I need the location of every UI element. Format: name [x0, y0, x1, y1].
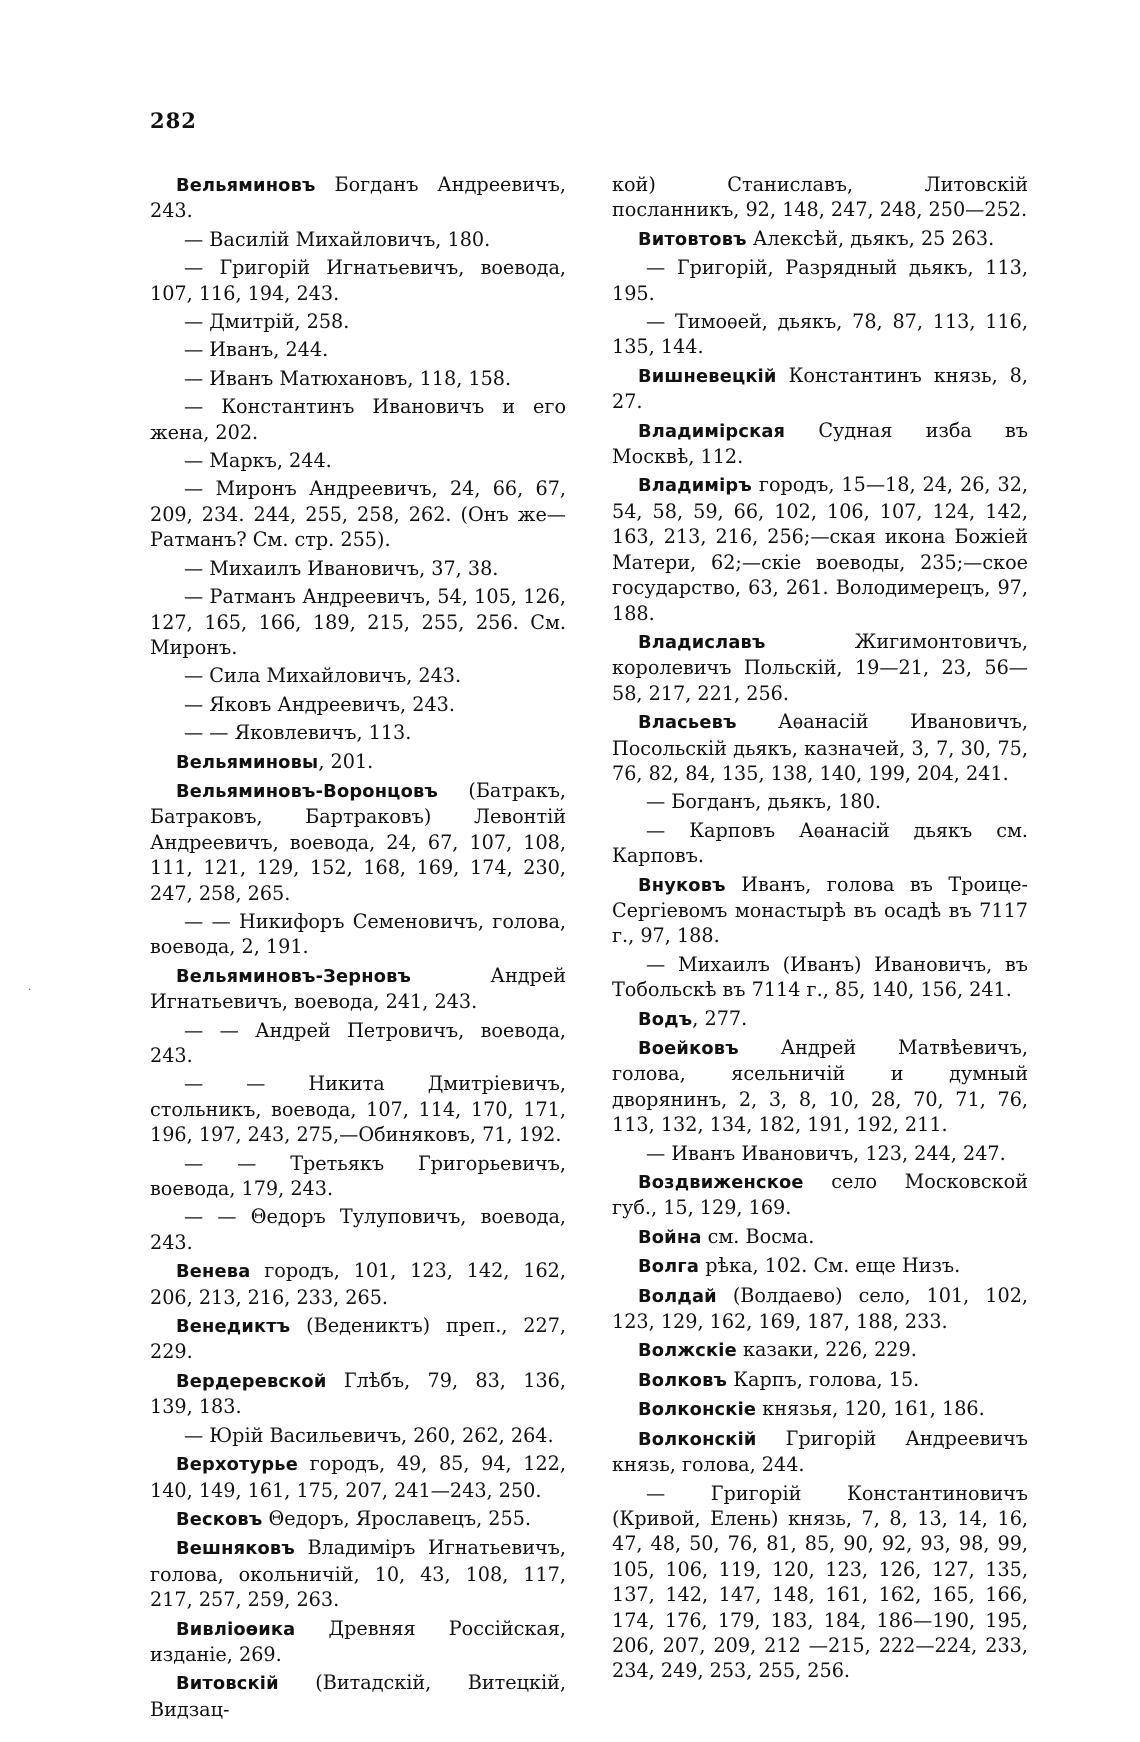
entry-text: — Григорій Константиновичъ (Кривой, Елень) князь, 7, 8, 13, 14, 16, 47, 48, 50, 76, 81, 85, 90, 92, 93, 98, 99, 105, 106, 119, 120, 123, 126, 127, 135, 137, 142, 147, 148, 161, 162, 165, 166, 174, 176, 179, 183, 184, 186—190, 195, 206, 207, 209, 212 —215, 222—224, 233, 234, 249, 253, 255, 256.: [612, 1481, 1028, 1683]
entry-headword: Вельяминовы: [176, 751, 319, 773]
entry-text: — Дмитрій, 258.: [184, 310, 350, 334]
entry-text: казаки, 226, 229.: [736, 1338, 917, 1362]
entry-text: — — Третьякъ Григорьевичъ, воевода, 179, 243.: [150, 1151, 566, 1201]
index-entry: [612, 952, 1028, 1003]
page-number: 282: [150, 108, 197, 133]
entry-text: — Василій Михайловичъ, 180.: [184, 227, 491, 251]
index-entry: [150, 1368, 566, 1420]
entry-text: — Богданъ, дьякъ, 180.: [646, 790, 881, 814]
index-entry: [612, 1396, 1028, 1422]
entry-text: — Юрій Васильевичъ, 260, 262, 264.: [184, 1423, 554, 1447]
index-entry: [612, 1253, 1028, 1279]
index-entry: [612, 472, 1028, 625]
entry-headword: Вельяминовъ-Воронцовъ: [176, 780, 438, 802]
entry-text: — Маркъ, 244.: [184, 449, 332, 473]
entry-text: — Григорій, Разрядный дьякъ, 113, 195.: [612, 256, 1028, 305]
index-entry: [612, 629, 1028, 706]
entry-text: село Московской губ., 15, 129, 169.: [612, 1170, 1028, 1220]
index-entry: [150, 584, 566, 660]
index-entry: [150, 720, 566, 745]
entry-text: — Миронъ Андреевичъ, 24, 66, 67, 209, 234. 244, 255, 258, 262. (Онъ же—Ратманъ? См. стр. 255).: [150, 477, 566, 552]
entry-text: кой) Станиславъ, Литовскій посланникъ, 92, 148, 247, 248, 250—252.: [612, 173, 1028, 222]
index-entry: [150, 909, 566, 960]
entry-headword: Верхотурье: [176, 1454, 298, 1476]
entry-headword: Волковъ: [638, 1369, 728, 1391]
entry-text: Иванъ, голова въ Троице-Сергіевомъ монастырѣ въ осадѣ въ 7117 г., 97, 188.: [612, 872, 1028, 948]
index-entry: [612, 789, 1028, 814]
entry-text: Андрей Матвѣевичъ, голова, ясельничій и думный дворянинъ, 2, 3, 8, 10, 28, 70, 71, 76, 113, 132, 134, 182, 191, 192, 211.: [612, 1036, 1028, 1137]
index-entry: [150, 1616, 566, 1668]
index-entry: [612, 1283, 1028, 1335]
index-entry: [612, 1169, 1028, 1221]
entry-text: Жигимонтовичъ, королевичъ Польскій, 19—21, 23, 56—58, 217, 221, 256.: [612, 629, 1028, 705]
index-entry: [612, 1224, 1028, 1250]
entry-text: Глѣбъ, 79, 83, 136, 139, 183.: [150, 1368, 566, 1419]
index-entry: [150, 1151, 566, 1202]
left-column: [150, 172, 566, 1725]
index-entry: [150, 692, 566, 717]
index-entry: [612, 255, 1028, 306]
entry-headword: Венедиктъ: [176, 1316, 291, 1338]
index-entry: [150, 1670, 566, 1722]
entry-headword: Вердеревской: [176, 1370, 327, 1392]
index-entry: [612, 1035, 1028, 1138]
index-entry: [612, 1141, 1028, 1166]
entry-headword: Вельяминовъ-Зерновъ: [176, 965, 412, 987]
entry-headword: Вивліоѳика: [176, 1618, 296, 1640]
entry-text: Владиміръ Игнатьевичъ, голова, окольничій, 10, 43, 108, 117, 217, 257, 259, 263.: [150, 1536, 566, 1612]
entry-headword: Волдай: [638, 1285, 717, 1307]
index-entry: [150, 1506, 566, 1532]
index-entry: [612, 818, 1028, 869]
index-entry: [612, 1337, 1028, 1363]
entry-text: — Яковъ Андреевичъ, 243.: [184, 692, 455, 716]
index-entry: [150, 1451, 566, 1503]
entry-text: — — Яковлевичъ, 113.: [184, 721, 412, 745]
index-entry: [150, 1071, 566, 1147]
entry-headword: Венева: [176, 1261, 251, 1283]
index-entry: [150, 749, 566, 775]
entry-text: — — Никита Дмитріевичъ, стольникъ, воевода, 107, 114, 170, 171, 196, 197, 243, 275,—Обиняковъ, 71, 192.: [150, 1072, 566, 1147]
entry-text: Судная изба въ Москвѣ, 112.: [612, 418, 1028, 469]
entry-headword: Вешняковъ: [176, 1538, 295, 1560]
entry-headword: Весковъ: [176, 1508, 263, 1530]
entry-text: — Сила Михайловичъ, 243.: [184, 664, 462, 688]
index-entry: [150, 1535, 566, 1612]
index-entry: [150, 556, 566, 581]
entry-text: Богданъ Андреевичъ, 243.: [150, 173, 566, 223]
entry-text: Θедоръ, Ярославецъ, 255.: [262, 1506, 532, 1530]
index-entry: [150, 255, 566, 306]
entry-headword: Волга: [638, 1256, 700, 1278]
index-entry: [150, 1018, 566, 1069]
entry-text: — — Θедоръ Тулуповичъ, воевода, 243.: [150, 1205, 566, 1254]
entry-text: — Тимоѳей, дьякъ, 78, 87, 113, 116, 135, 144.: [612, 310, 1028, 359]
entry-text: (Батракъ, Батраковъ, Бартраковъ) Левонтій Андреевичъ, воевода, 24, 67, 107, 108, 111, 121, 129, 152, 168, 169, 174, 230, 247, 258, 265.: [150, 778, 566, 905]
index-entry: [612, 172, 1028, 223]
entry-headword: Водъ: [638, 1008, 693, 1030]
index-entry: [150, 778, 566, 906]
entry-text: (Витадскій, Витецкій, Видзац-: [150, 1671, 566, 1721]
entry-text: (Ведениктъ) преп., 227, 229.: [150, 1314, 566, 1364]
entry-text: князья, 120, 161, 186.: [756, 1397, 985, 1421]
index-entry: [612, 1367, 1028, 1393]
index-entry: [150, 1423, 566, 1448]
entry-headword: Война: [638, 1226, 702, 1248]
entry-headword: Внуковъ: [638, 874, 726, 896]
index-entry: [612, 1481, 1028, 1684]
entry-text: рѣка, 102. См. еще Низъ.: [699, 1254, 961, 1278]
entry-text: см. Восма.: [701, 1224, 815, 1248]
entry-text: , 277.: [692, 1006, 748, 1030]
entry-headword: Волжскіе: [638, 1340, 737, 1362]
index-entry: [612, 709, 1028, 786]
entry-text: — Карповъ Аѳанасій дьякъ см. Карповъ.: [612, 818, 1028, 868]
entry-headword: Вельяминовъ: [176, 175, 316, 196]
entry-text: , 201.: [318, 749, 374, 773]
index-entry: [150, 448, 566, 473]
index-entry: [150, 1204, 566, 1255]
entry-text: — — Никифоръ Семеновичъ, голова, воевода, 2, 191.: [150, 909, 566, 959]
entry-text: — Иванъ, 244.: [184, 338, 329, 362]
index-entry: [150, 963, 566, 1015]
entry-text: Григорій Андреевичъ князь, голова, 244.: [612, 1426, 1028, 1477]
index-entry: [150, 366, 566, 391]
index-entry: [612, 418, 1028, 470]
index-entry: [612, 363, 1028, 415]
entry-text: — Григорій Игнатьевичъ, воевода, 107, 116, 194, 243.: [150, 256, 566, 305]
entry-headword: Воейковъ: [638, 1038, 739, 1059]
index-entry: [150, 1258, 566, 1310]
entry-headword: Витовтовъ: [638, 228, 747, 250]
index-entry: [150, 309, 566, 334]
entry-text: — Константинъ Ивановичъ и его жена, 202.: [150, 395, 566, 444]
entry-text: Андрей Игнатьевичъ, воевода, 241, 243.: [150, 963, 566, 1014]
entry-headword: Волконскій: [638, 1428, 757, 1450]
index-entry: [150, 1313, 566, 1365]
index-entry: [150, 172, 566, 224]
index-entry: [612, 309, 1028, 360]
entry-headword: Владиславъ: [638, 631, 766, 653]
index-entry: [612, 1006, 1028, 1032]
entry-headword: Владиміръ: [638, 475, 752, 497]
entry-text: Древняя Россійская, изданіе, 269.: [150, 1616, 566, 1666]
right-column: [612, 172, 1028, 1687]
entry-text: — Ратманъ Андреевичъ, 54, 105, 126, 127, 165, 166, 189, 215, 255, 256. См. Миронъ.: [150, 585, 566, 659]
index-entry: [150, 227, 566, 252]
entry-text: (Волдаево) село, 101, 102, 123, 129, 162, 169, 187, 188, 233.: [612, 1283, 1028, 1334]
entry-text: — Михаилъ Ивановичъ, 37, 38.: [184, 556, 499, 580]
index-entry: [150, 663, 566, 688]
entry-text: — Иванъ Матюхановъ, 118, 158.: [184, 366, 512, 390]
index-entry: [150, 476, 566, 552]
index-entry: [612, 226, 1028, 252]
entry-text: Константинъ князь, 8, 27.: [612, 363, 1028, 414]
entry-text: Карпъ, голова, 15.: [727, 1367, 920, 1391]
entry-text: Аѳанасій Ивановичъ, Посольскій дьякъ, казначей, 3, 7, 30, 75, 76, 82, 84, 135, 138, 140, 199, 204, 241.: [612, 710, 1028, 785]
entry-text: — — Андрей Петровичъ, воевода, 243.: [150, 1018, 566, 1067]
entry-headword: Власьевъ: [638, 712, 737, 734]
index-entry: [612, 872, 1028, 949]
entry-text: — Иванъ Ивановичъ, 123, 244, 247.: [646, 1141, 1006, 1165]
entry-headword: Владимірская: [638, 420, 786, 442]
entry-text: — Михаилъ (Иванъ) Ивановичъ, въ Тобольскѣ въ 7114 г., 85, 140, 156, 241.: [612, 952, 1028, 1002]
entry-text: Алексѣй, дьякъ, 25 263.: [746, 226, 995, 250]
margin-mark: ·: [28, 985, 32, 996]
entry-headword: Вишневецкій: [638, 365, 777, 387]
entry-headword: Витовскій: [176, 1673, 279, 1695]
entry-text: городъ, 49, 85, 94, 122, 140, 149, 161, 175, 207, 241—243, 250.: [150, 1452, 566, 1502]
entry-headword: Волконскіе: [638, 1399, 757, 1421]
index-entry: [150, 337, 566, 362]
entry-headword: Воздвиженское: [638, 1172, 804, 1194]
entry-text: городъ, 15—18, 24, 26, 32, 54, 58, 59, 66, 102, 106, 107, 124, 142, 163, 213, 216, 256;—ская икона Божіей Матери, 62;—скіе воеводы, 235;—ское государство, 63, 261. Володимерецъ, 97, 188.: [612, 473, 1028, 625]
index-entry: [612, 1426, 1028, 1478]
index-entry: [150, 394, 566, 445]
entry-text: городъ, 101, 123, 142, 162, 206, 213, 216, 233, 265.: [150, 1259, 566, 1309]
